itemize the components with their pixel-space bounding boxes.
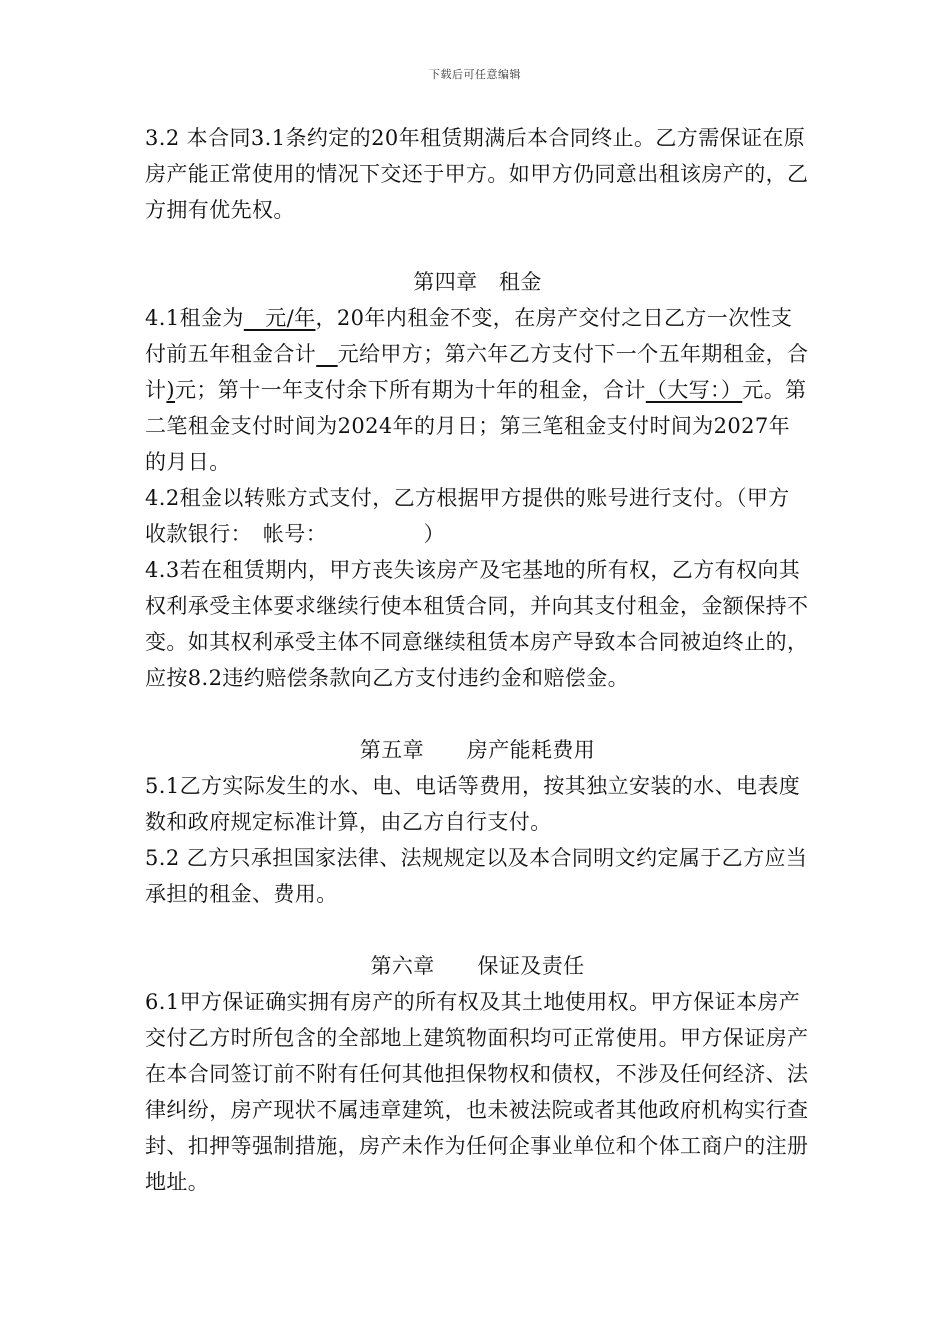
clause-4-1-text-3: 元给甲方；第六年乙方支付下一个五年期租金，合计 [145,342,809,402]
spacer [145,696,810,732]
clause-4-3: 4.3若在租赁期内，甲方丧失该房产及宅基地的所有权，乙方有权向其权利承受主体要求继续行使本租赁合同，并向其支付租金，金额保持不变。如其权利承受主体不同意继续租赁本房产导致本合同被迫终止的，应按8.2违约赔偿条款向乙方支付违约金和赔偿金。 [145,558,809,690]
clause-4-1-text-2: ，20年内租金不变，在房产交付之日乙方一次性支付前五年租金合计 [145,306,793,366]
clause-5-1: 5.1乙方实际发生的水、电、电话等费用，按其独立安装的水、电表度数和政府规定标准计算，由乙方自行支付。 [145,774,801,834]
clause-4-1-text-1: 4.1租金为 [145,306,244,330]
page-header-note: 下载后可任意编辑 [429,68,521,81]
clause-4-1-text-4: 元；第十一年支付余下所有期为十年的租金，合计 [175,378,646,402]
chapter-4-title: 第四章 租金 [413,270,542,294]
clause-6-1: 6.1甲方保证确实拥有房产的所有权及其土地使用权。甲方保证本房产交付乙方时所包含的全部地上建筑物面积均可正常使用。甲方保证房产在本合同签订前不附有任何其他担保物权和债权，不涉及任何经济、法律纠纷，房产现状不属违章建筑，也未被法院或者其他政府机构实行查封、扣押等强制措施，房产未作为任何企事业单位和个体工商户的注册地址。 [145,990,809,1194]
chapter-6-title: 第六章 保证及责任 [370,954,585,978]
first-payment-blank [316,342,337,366]
spacer [145,912,810,948]
clause-4-1 [145,300,810,480]
clause-3-2: 3.2 本合同3.1条约定的20年租赁期满后本合同终止。乙方需保证在原房产能正常使用的情况下交还于甲方。如甲方仍同意出租该房产的，乙方拥有优先权。 [145,126,809,222]
spacer [145,228,810,264]
chapter-5-title: 第五章 房产能耗费用 [359,738,596,762]
third-payment-capital-blank: （大写：） [645,378,743,402]
clause-4-1-text-5: 元。第二笔租金支付时间为2024年的月日；第三笔租金支付时间为2027年的月日。 [145,378,807,474]
rent-per-year-blank: 元/年 [243,306,316,330]
second-payment-blank: ) [166,378,175,402]
clause-5-2: 5.2 乙方只承担国家法律、法规规定以及本合同明文约定属于乙方应当承担的租金、费用。 [145,846,808,906]
document-body [145,120,810,1200]
clause-4-2: 4.2租金以转账方式支付，乙方根据甲方提供的账号进行支付。（甲方收款银行： 帐号： ） [145,486,790,546]
